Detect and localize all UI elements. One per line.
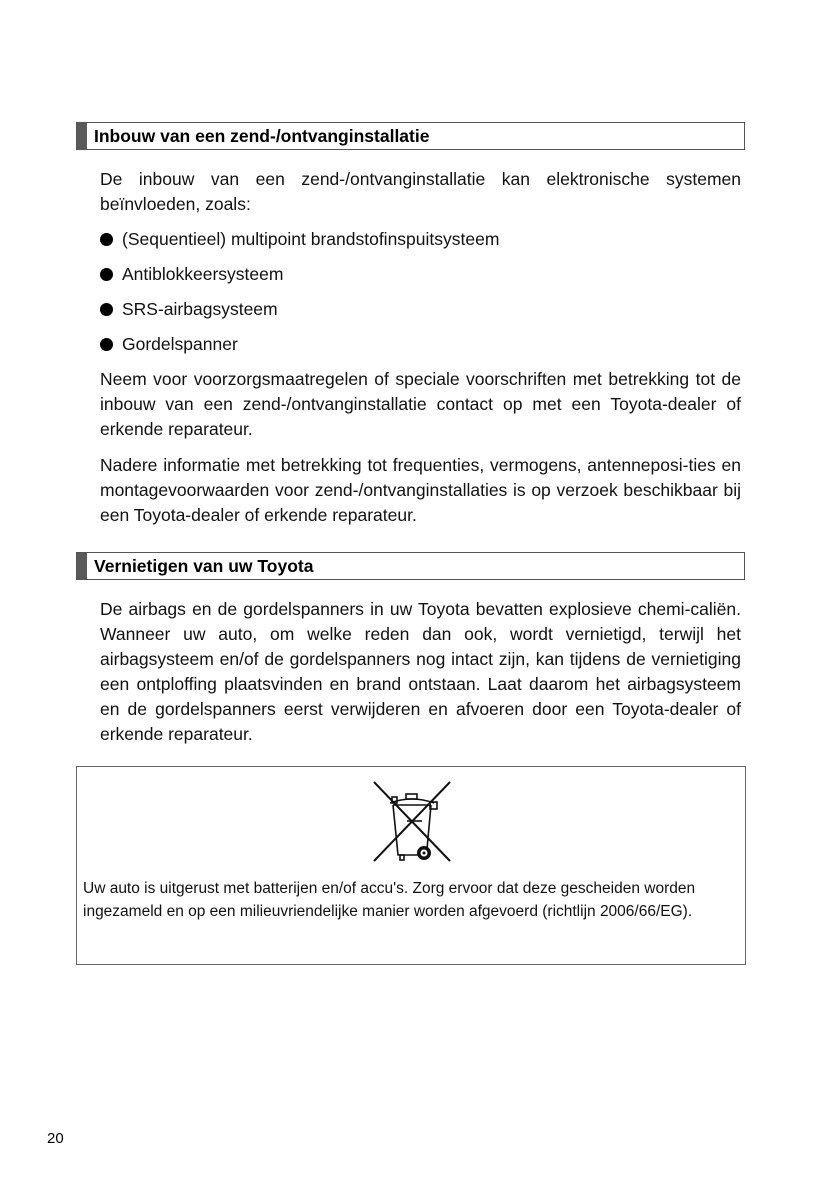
list-item	[100, 297, 499, 332]
list-item	[100, 262, 499, 297]
list-item-text: SRS-airbagsysteem	[122, 299, 278, 319]
battery-notice-box	[76, 766, 746, 965]
header-accent-bar	[77, 553, 87, 579]
bullet-icon	[100, 268, 113, 281]
section-title: Vernietigen van uw Toyota	[94, 556, 314, 576]
bullet-icon	[100, 233, 113, 246]
crossed-out-wheelie-bin-icon	[370, 779, 454, 863]
precautions-paragraph: Neem voor voorzorgsmaatregelen of speciale voorschriften met betrekking tot de inbouw van een zend-/ontvanginstallatie contact op met een Toyota-dealer of erkende reparateur.	[100, 369, 741, 439]
list-item	[100, 332, 499, 367]
page-number: 20	[47, 1130, 64, 1147]
header-accent-bar	[77, 123, 87, 149]
list-item-text: Gordelspanner	[122, 334, 238, 354]
info-paragraph: Nadere informatie met betrekking tot frequenties, vermogens, antenneposi-ties en montagevoorwaarden voor zend-/ontvanginstallaties is op verzoek beschikbaar bij een Toyota-dealer of erkende reparateur.	[100, 455, 741, 525]
battery-notice-text: Uw auto is uitgerust met batterijen en/of accu's. Zorg ervoor dat deze gescheiden worden ingezameld en op een milieuvriendelijke manier worden afgevoerd (richtlijn 2006/66/EG).	[83, 880, 696, 920]
section-header-transmitter	[76, 122, 745, 150]
affected-systems-list	[100, 227, 499, 367]
intro-paragraph: De inbouw van een zend-/ontvanginstallatie kan elektronische systemen beïnvloeden, zoals:	[100, 169, 741, 214]
section-title: Inbouw van een zend-/ontvanginstallatie	[94, 126, 430, 146]
list-item-text: Antiblokkeersysteem	[122, 264, 284, 284]
bullet-icon	[100, 303, 113, 316]
list-item-text: (Sequentieel) multipoint brandstofinspuitsysteem	[122, 229, 500, 249]
disposal-paragraph: De airbags en de gordelspanners in uw Toyota bevatten explosieve chemi-caliën. Wanneer uw auto, om welke reden dan ook, wordt vernietigd, terwijl het airbagsysteem en/of de gordelspanners nog intact zijn, kan tijdens de vernietiging een ontploffing plaatsvinden en brand ontstaan. Laat daarom het airbagsysteem en de gordelspanners eerst verwijderen en afvoeren door een Toyota-dealer of erkende reparateur.	[100, 599, 741, 744]
bullet-icon	[100, 338, 113, 351]
list-item	[100, 227, 499, 262]
section-header-disposal	[76, 552, 745, 580]
